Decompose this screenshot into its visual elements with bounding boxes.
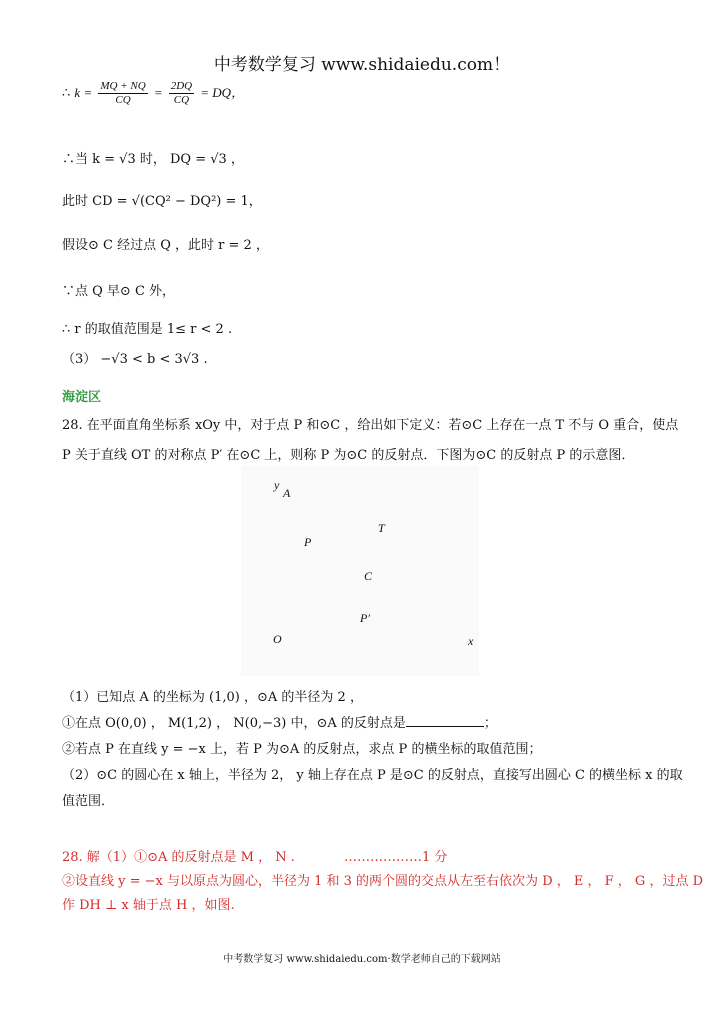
solution-line-4: 假设⊙ C 经过点 Q ，此时 r = 2 ， [62,238,269,253]
fraction-1-denominator: CQ [115,94,131,106]
fraction-2-denominator: CQ [173,94,190,106]
fraction-2 [169,80,194,107]
fraction-1-numerator: MQ + NQ [100,80,146,92]
figure-label-c: C [364,569,373,583]
fraction-1 [98,80,147,107]
figure-label-a: A [283,486,291,500]
question-1b: ②若点 P 在直线 y = −x 上，若 P 为⊙A 的反射点，求点 P 的横坐标的取值范围； [62,742,542,757]
fraction-2-numerator: 2DQ [170,80,193,92]
question-2-line-2: 值范围． [62,794,115,809]
problem-statement-2: P 关于直线 OT 的对称点 P′ 在⊙C 上，则称 P 为⊙C 的反射点．下图为⊙C 的反射点 P 的示意图． [62,448,635,463]
figure-label-p: P [304,535,312,549]
reflection-point-figure [241,466,479,676]
page-header: 中考数学复习 www.shidaiedu.com！ [213,55,511,75]
k-equals: k = [74,85,93,100]
question-1a-text: ①在点 O(0,0) ， M(1,2) ， N(0,−3) 中，⊙A 的反射点是 [62,716,406,731]
solution-line-3: 此时 CD = √(CQ² − DQ²) = 1， [62,194,262,209]
question-1a-end: ； [483,716,497,731]
answer-line-3: 作 DH ⊥ x 轴于点 H ，如图. [62,898,235,913]
equals-dq: = DQ， [200,85,245,100]
question-1a [62,712,497,731]
answer-line-1: 28. 解（1）①⊙A 的反射点是 M ， N . [62,850,295,865]
figure-label-t: T [378,521,385,535]
page-footer: 中考数学复习 www.shidaiedu.com·数学老师自己的下载网站 [223,954,501,965]
solution-line-1 [62,80,244,107]
answer-score: ………………1 分 [344,850,448,865]
solution-line-2: ∴当 k = √3 时， DQ = √3 ， [62,152,244,167]
solution-line-5: ∵点 Q 早⊙ C 外， [62,284,176,299]
answer-blank [406,715,484,727]
answer-line-2: ②设直线 y = −x 与以原点为圆心，半径为 1 和 3 的两个圆的交点从左至右依次为 D ， E ， F ， G ，过点 D [62,874,703,889]
equals-sign: = [153,85,163,100]
question-1: （1）已知点 A 的坐标为 (1,0) ，⊙A 的半径为 2 ， [62,690,363,705]
problem-statement-1: 28. 在平面直角坐标系 xOy 中，对于点 P 和⊙C ，给出如下定义：若⊙C 上存在一点 T 不与 O 重合，使点 [62,418,679,433]
question-2-line-1: （2）⊙C 的圆心在 x 轴上，半径为 2， y 轴上存在点 P 是⊙C 的反射点，直接写出圆心 C 的横坐标 x 的取 [62,768,683,783]
solution-line-6: ∴ r 的取值范围是 1≤ r < 2 . [62,322,233,337]
section-title: 海淀区 [62,390,102,405]
figure-label-x: x [468,634,474,648]
therefore-symbol: ∴ [62,86,71,101]
figure-label-p-prime: P′ [360,611,370,625]
solution-line-7: （3） −√3 < b < 3√3 . [62,352,208,367]
figure-label-o: O [273,632,282,646]
figure-label-y: y [274,478,280,492]
